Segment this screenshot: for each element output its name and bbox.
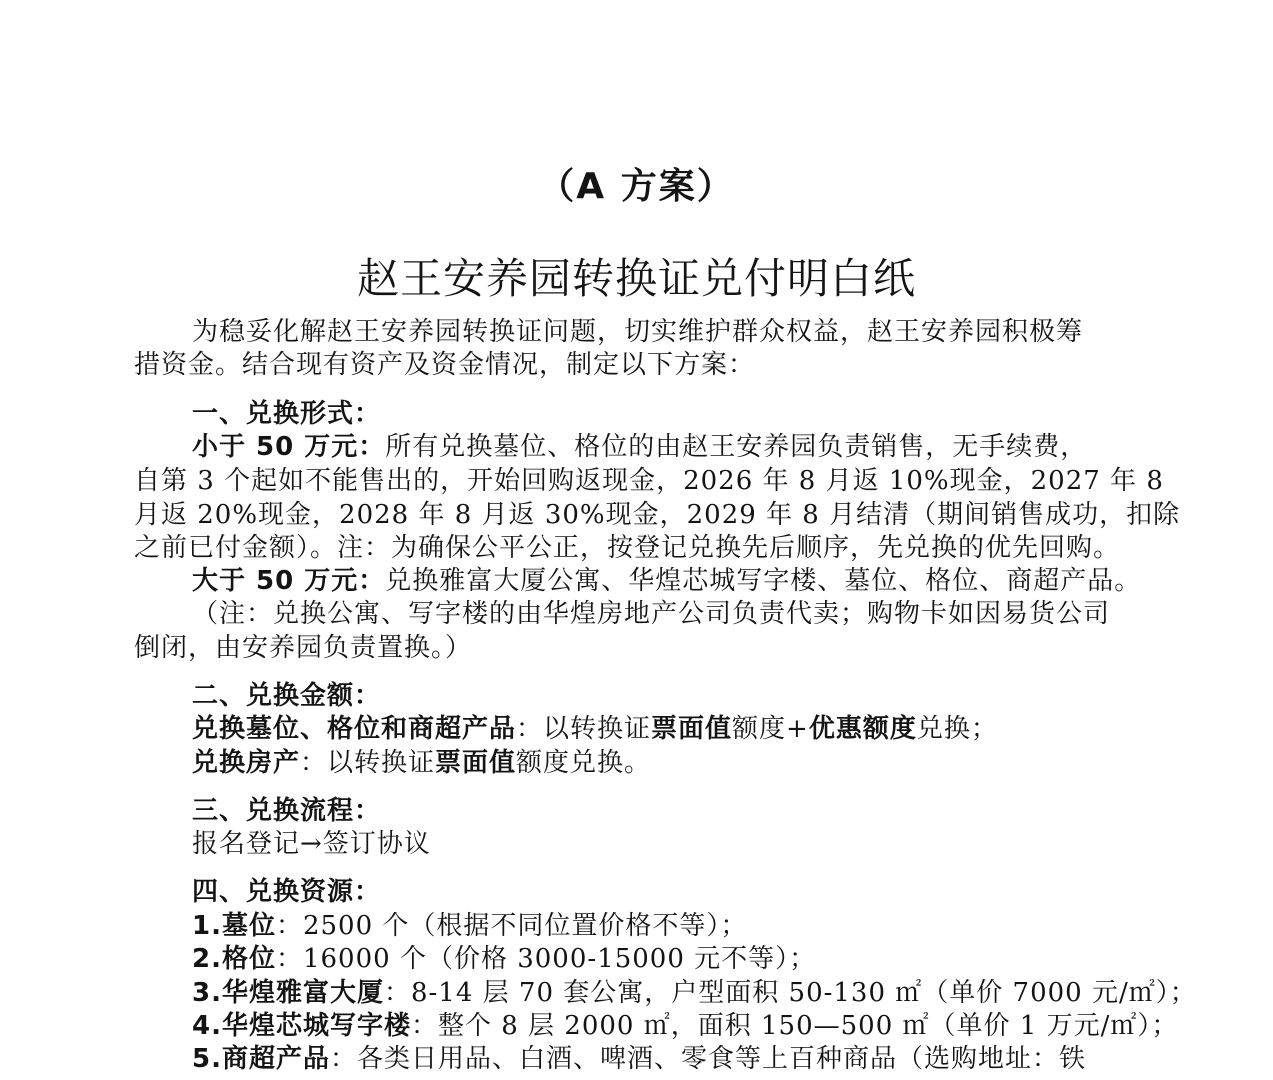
amount-row-1-label: 兑换墓位、格位和商超产品 bbox=[192, 714, 517, 744]
resource-item-3-text: ：8-14 层 70 套公寓，户型面积 50-130 ㎡（单价 7000 元/㎡）； bbox=[383, 978, 1197, 1008]
resource-item-1 bbox=[192, 910, 747, 942]
amount-row-1-text-1: ：以转换证 bbox=[516, 714, 652, 744]
section-3-heading: 三、兑换流程： bbox=[192, 796, 382, 826]
under-50-text: 所有兑换墓位、格位的由赵王安养园负责销售，无手续费， bbox=[385, 432, 1088, 462]
process-flow: 报名登记→签订协议 bbox=[192, 829, 431, 859]
amount-row-1-text-2: 额度+ bbox=[732, 714, 809, 744]
under-50-line-3: 月返 20%现金，2028 年 8 月返 30%现金，2029 年 8 月结清（期间销售成功，扣除 bbox=[134, 500, 1181, 530]
resource-item-2 bbox=[192, 943, 816, 975]
under-50-line-2: 自第 3 个起如不能售出的，开始回购返现金，2026 年 8 月返 10%现金，2027 年 8 bbox=[134, 466, 1164, 496]
intro-line-1: 为稳妥化解赵王安养园转换证问题，切实维护群众权益，赵王安养园积极筹 bbox=[192, 317, 1084, 347]
section-4-heading: 四、兑换资源： bbox=[192, 877, 382, 907]
under-50-line-1 bbox=[192, 431, 1087, 463]
under-50-line-4: 之前已付金额）。注：为确保公平公正，按登记兑换先后顺序，先兑换的优先回购。 bbox=[134, 533, 1121, 563]
resource-item-2-label: 2.格位 bbox=[192, 944, 276, 974]
section-1-heading: 一、兑换形式： bbox=[192, 399, 382, 429]
under-50-label: 小于 50 万元： bbox=[192, 432, 386, 462]
resource-item-3-label: 3.华煌雅富大厦 bbox=[192, 978, 384, 1008]
resource-item-5-text: ：各类日用品、白酒、啤酒、零食等上百种商品（选购地址：铁 bbox=[329, 1044, 1086, 1074]
section-2-heading: 二、兑换金额： bbox=[192, 681, 382, 711]
amount-row-1-text-3: 兑换； bbox=[916, 714, 998, 744]
amount-row-1 bbox=[192, 713, 998, 745]
resource-item-3 bbox=[192, 977, 1197, 1009]
resource-item-4-label: 4.华煌芯城写字楼 bbox=[192, 1011, 411, 1041]
intro-line-2: 措资金。结合现有资产及资金情况，制定以下方案： bbox=[134, 350, 756, 380]
plan-label: （A 方案） bbox=[538, 166, 735, 207]
resource-item-5-label: 5.商超产品 bbox=[192, 1044, 330, 1074]
amount-row-2-text-2: 额度兑换。 bbox=[516, 748, 652, 778]
amount-row-2-text-1: ：以转换证 bbox=[300, 748, 436, 778]
amount-row-1-bold-2: 优惠额度 bbox=[808, 714, 917, 744]
resource-item-2-text: ：16000 个（价格 3000-15000 元不等）； bbox=[275, 944, 817, 974]
over-50-label: 大于 50 万元： bbox=[192, 566, 386, 596]
over-50-line bbox=[192, 565, 1141, 597]
amount-row-2-bold-1: 票面值 bbox=[435, 748, 517, 778]
note-line-1: （注：兑换公寓、写字楼的由华煌房地产公司负责代卖；购物卡如因易货公司 bbox=[192, 599, 1111, 629]
document-title: 赵王安养园转换证兑付明白纸 bbox=[356, 254, 916, 303]
amount-row-2-label: 兑换房产 bbox=[192, 748, 301, 778]
resource-item-1-text: ：2500 个（根据不同位置价格不等）； bbox=[275, 911, 748, 941]
note-line-2: 倒闭，由安养园负责置换。） bbox=[134, 633, 473, 663]
resource-item-5 bbox=[192, 1043, 1086, 1075]
resource-item-1-label: 1.墓位 bbox=[192, 911, 276, 941]
over-50-text: 兑换雅富大厦公寓、华煌芯城写字楼、墓位、格位、商超产品。 bbox=[385, 566, 1142, 596]
resource-item-4 bbox=[192, 1010, 1178, 1042]
resource-item-4-text: ：整个 8 层 2000 ㎡，面积 150—500 ㎡（单价 1 万元/㎡）； bbox=[410, 1011, 1179, 1041]
amount-row-1-bold-1: 票面值 bbox=[651, 714, 733, 744]
amount-row-2 bbox=[192, 747, 651, 779]
